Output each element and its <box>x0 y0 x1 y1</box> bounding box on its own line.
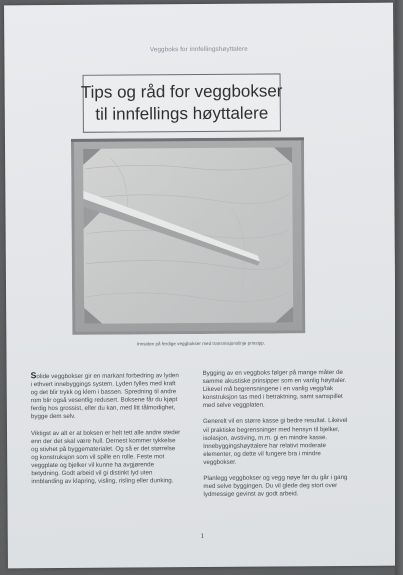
wall-box-photo <box>71 137 305 335</box>
paragraph: Bygging av en veggboks følger på mange måter de samme akustiske prinsipper som en vanlig høyttaler. Likevel må begrensningene i en vanlig vegg/tak konstruksjon tas med i betraktning, samt samspillet med selve veggplaten. <box>202 369 347 410</box>
text-column-right <box>203 369 354 507</box>
paragraph: Planlegg veggbokser og vegg nøye før du går i gang med selve byggingen. Du vil glede deg stort over lydmessige gevinst av godt arbeid. <box>203 474 348 499</box>
title-line-2: til innfellings høyttalere <box>95 103 269 124</box>
page-number: 1 <box>200 531 205 541</box>
paragraph: Generelt vil en større kasse gi bedre resultat. Likevel vil praktiske begrensninger med hensyn til bjelker, isolasjon, avstiving, m.m. gi en mindre kasse. Innebyggingshøyttalere har relativt moderate elementer, og dette vil fungere bra i mindre veggbokser. <box>202 417 348 466</box>
paragraph: Viktigst av alt er at boksen er helt tett alle andre steder enn der det skal være hull. Dernest kommer tykkelse og stivhet på byggematerialet. Og så er det størrelse og konstruksjon som vil spille en rolle. Feste mot veggplate og bjelker vil kunne ha avgjørende betydning. Godt arbeid vil gi distinkt lyd uten innblanding av klapring, visling, risling eller dunking. <box>31 428 181 486</box>
background-edge <box>395 0 403 575</box>
title-box <box>80 73 283 132</box>
paragraph <box>31 370 181 422</box>
text-column-left <box>31 370 182 494</box>
drop-cap: S <box>30 370 37 381</box>
paragraph-text: olide veggbokser gir en markant forbedring av lyden i ethvert innebyggings system. Lyden fylles med kraft og det blir trykk og klem i bassen. Spredning til andre rom blir også vesentlig redusert. Boksene får du kjøpt ferdig hos grossist, eller du kan, med litt tålmodighet, bygge dem selv. <box>30 372 179 421</box>
photo-caption: Innsiden på ferdige veggbokser med transmisjonslinje prinsipp. <box>136 340 266 347</box>
running-header: Veggboks for innfellingshøyttalere <box>149 45 248 54</box>
document-page <box>4 3 397 569</box>
title-line-1: Tips og råd for veggbokser <box>80 81 283 102</box>
